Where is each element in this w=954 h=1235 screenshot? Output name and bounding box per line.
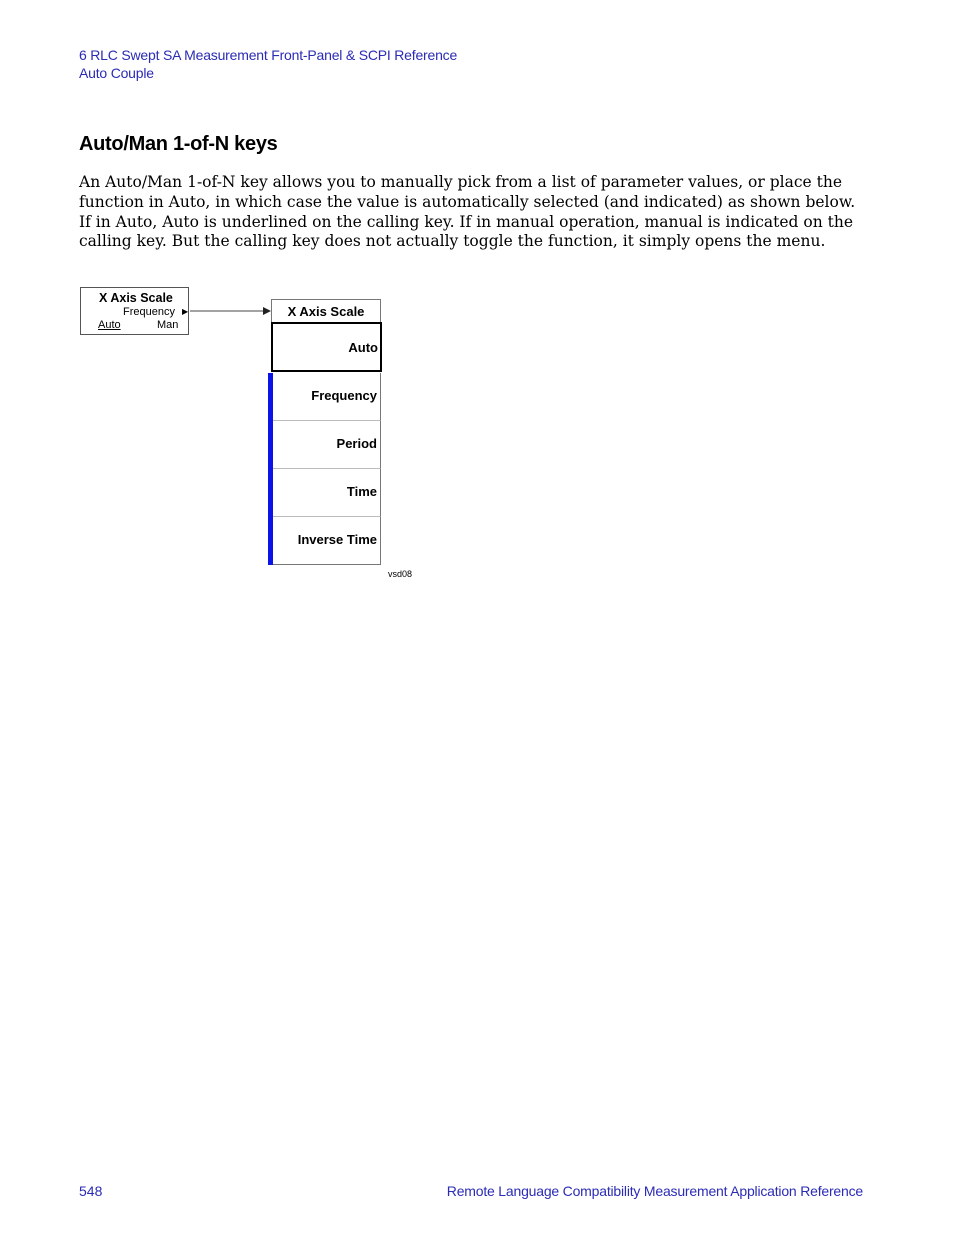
calling-key-auto-label: Auto (98, 319, 121, 331)
calling-key-man-label: Man (157, 319, 179, 331)
body-paragraph: An Auto/Man 1-of-N key allows you to manually pick from a list of parameter values, or place the function in Auto, in which case the value is automatically selected (and indicated) as shown below. If in Auto, Auto is underlined on the calling key. If in manual operation, manual is indicated on the calling key. But the calling key does not actually toggle the function, it simply opens the menu. (79, 173, 856, 251)
menu-key-auto[interactable] (271, 322, 382, 372)
menu-key-frequency[interactable] (273, 373, 381, 421)
menu-key-label: Auto (348, 340, 378, 355)
submenu-arrow-icon: ▶ (182, 307, 189, 316)
menu-key-label: Inverse Time (297, 532, 377, 547)
footer-doc-title: Remote Language Compatibility Measurement Application Reference (446, 1183, 863, 1199)
section-title: Auto/Man 1-of-N keys (79, 133, 278, 155)
menu-key-inverse-time[interactable] (273, 517, 381, 565)
page-number: 548 (79, 1183, 103, 1199)
menu-key-label: Frequency (311, 388, 377, 403)
calling-key-title: X Axis Scale (99, 291, 173, 305)
figure-id: vsd08 (388, 569, 413, 579)
running-header-chapter: 6 RLC Swept SA Measurement Front-Panel & SCPI Reference (79, 47, 458, 63)
menu-title: X Axis Scale (271, 299, 381, 323)
menu-key-label: Period (336, 436, 377, 451)
menu-key-period[interactable] (273, 421, 381, 469)
menu-bottom-border (273, 564, 381, 565)
menu-key-time[interactable] (273, 469, 381, 517)
connector-arrow-icon (190, 305, 272, 317)
menu-key-label: Time (346, 484, 377, 499)
running-header-section: Auto Couple (79, 65, 154, 81)
calling-key[interactable] (80, 287, 189, 335)
calling-key-value: Frequency (123, 306, 175, 318)
